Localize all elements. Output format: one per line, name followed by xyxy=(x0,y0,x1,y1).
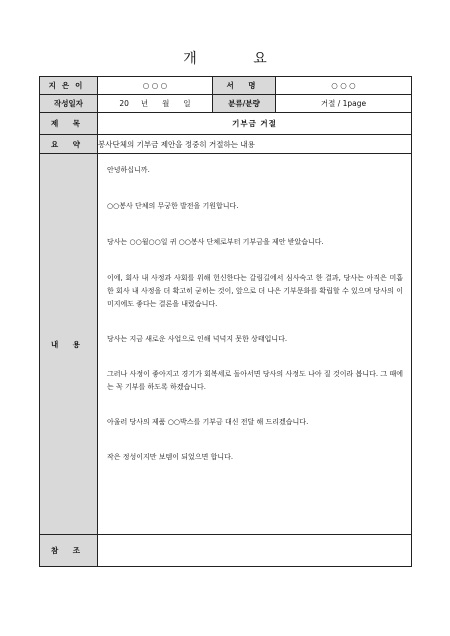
reference-label: 참 조 xyxy=(40,535,98,567)
date-value xyxy=(98,95,213,113)
date-label: 작성일자 xyxy=(40,95,98,113)
content-paragraph: 작은 정성이지만 보템이 되었으면 합니다. xyxy=(107,453,234,461)
writer-value: ○ ○ ○ xyxy=(98,77,213,95)
content-paragraph: 당사는 지금 새로운 사업으로 인해 넉넉지 못한 상태입니다. xyxy=(107,335,288,343)
subject-value: 기부금 거절 xyxy=(98,113,412,135)
date-month-unit: 월 xyxy=(162,99,170,108)
date-day-unit: 일 xyxy=(183,99,191,108)
date-year: 20 xyxy=(119,99,129,108)
content-paragraph: 당사는 ○○월○○일 귀 ○○봉사 단체로부터 기부금을 제안 받았습니다. xyxy=(107,238,324,246)
category-label: 분류/분량 xyxy=(213,95,276,113)
document-title: 개 요 xyxy=(183,51,293,67)
writer-label: 지은이 xyxy=(40,77,98,95)
signature-value: ○ ○ ○ xyxy=(276,77,412,95)
summary-value: 봉사단체의 기부금 제안을 정중히 거절하는 내용 xyxy=(98,135,412,154)
category-value: 거절 / 1page xyxy=(276,95,412,113)
content-paragraph: 이에, 회사 내 사정과 사회를 위해 헌신한다는 갈림길에서 심사숙고 한 결과, 당사는 아직은 미흡한 회사 내 사정을 더 확고히 굳히는 것이, 앞으로 더 나은 기부문화를 확립할 수 있으며 당사의 이미지에도 좋다는 결론을 내렸습니다. xyxy=(107,274,403,308)
overview-form xyxy=(39,76,412,567)
content-paragraph: ○○봉사 단체의 무궁한 발전을 기원합니다. xyxy=(107,202,239,210)
subject-label: 제 목 xyxy=(40,113,98,135)
summary-label: 요 약 xyxy=(40,135,98,154)
content-body xyxy=(98,154,412,535)
date-year-unit: 년 xyxy=(140,99,149,108)
content-paragraph: 아울러 당사의 제품 ○○박스를 기부금 대신 전달 해 드리겠습니다. xyxy=(107,418,309,426)
signature-label: 서 명 xyxy=(213,77,276,95)
content-paragraph: 그러나 사정이 좋아지고 경기가 회복세로 돌아서면 당사의 사정도 나아 질 것이라 봅니다. 그 때에는 꼭 기부를 하도록 하겠습니다. xyxy=(107,370,403,391)
reference-value xyxy=(98,535,412,567)
content-label: 내 용 xyxy=(40,154,98,535)
content-paragraph: 안녕하십니까. xyxy=(107,166,150,174)
